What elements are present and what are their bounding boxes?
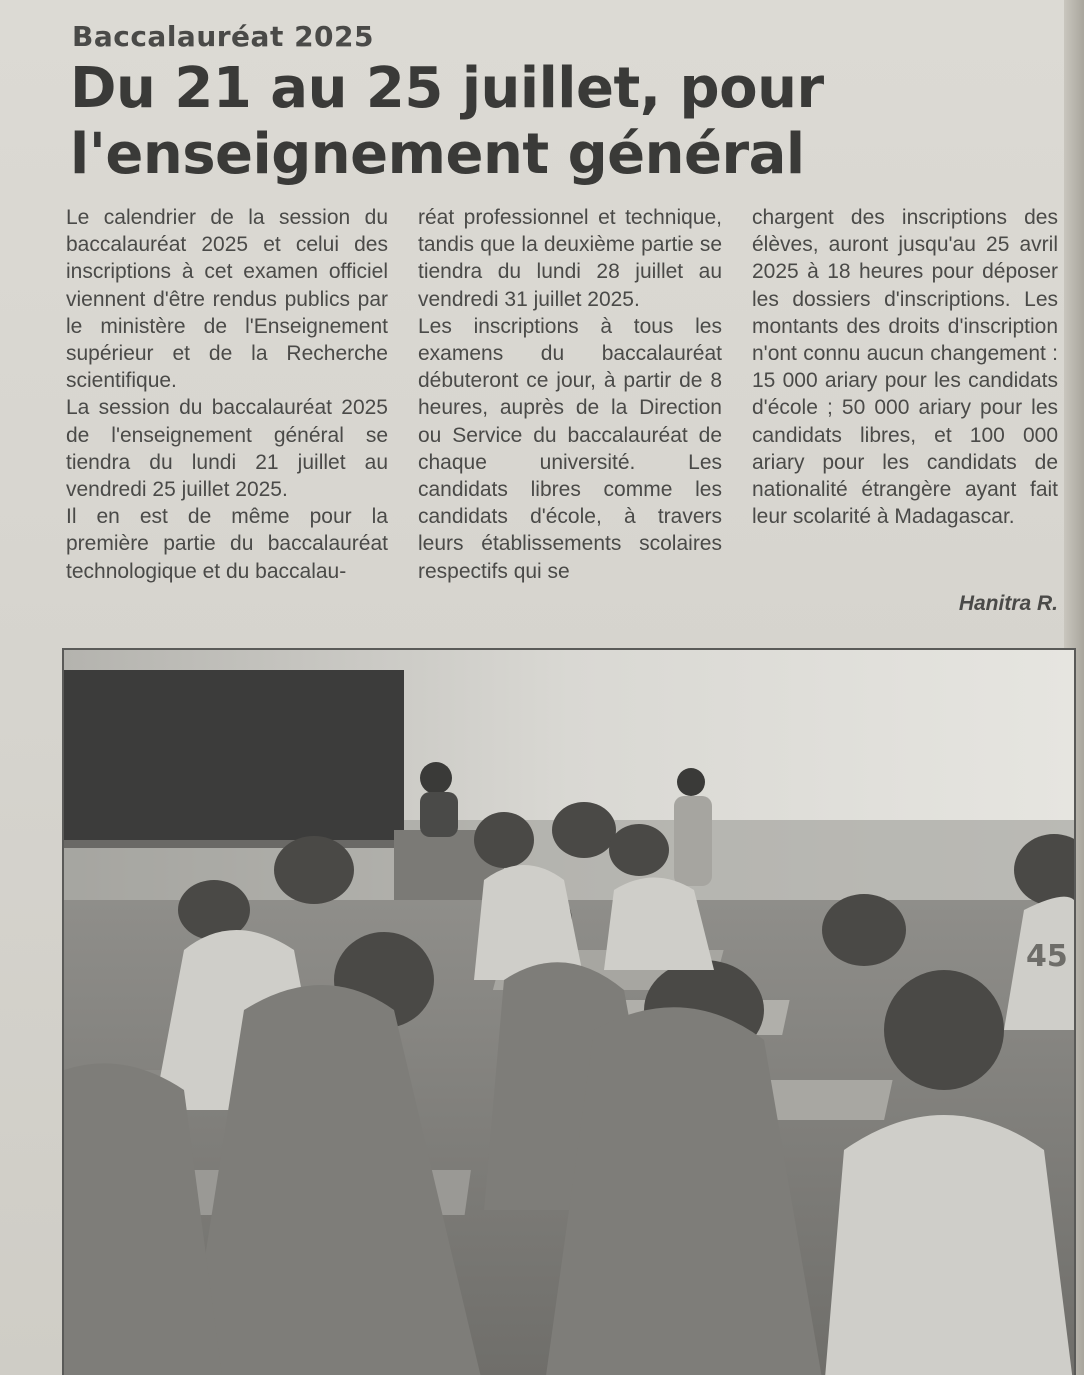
- paragraph-fees: chargent des inscriptions des élèves, auront jusqu'au 25 avril 2025 à 18 heures pour déposer les dossiers d'inscriptions. Les montants des droits d'inscription n'ont connu aucun changement : 15 000 ariary pour les candidats d'école ; 50 000 ariary pour les candidats libres, et 100 000 ariary pour les candidats de nationalité étrangère ayant fait leur scolarité à Madagascar.: [752, 206, 1058, 529]
- text-column-2: [418, 204, 722, 585]
- jersey-number: 45: [1026, 939, 1068, 974]
- paragraph-professional: réat professionnel et technique, tandis que la deuxième partie se tiendra du lundi 28 juillet au vendredi 31 juillet 2025.: [418, 206, 722, 311]
- classroom-photo-illustration: [64, 650, 1074, 1375]
- section-rubric: Baccalauréat 2025: [72, 20, 375, 53]
- text-column-1: [66, 204, 388, 585]
- text-column-3: [752, 204, 1058, 530]
- article-headline: Du 21 au 25 juillet, pour l'enseignement général: [70, 56, 824, 187]
- paragraph-technological: Il en est de même pour la première partie du baccalauréat technologique et du baccalau-: [66, 505, 388, 583]
- paragraph-session-dates: La session du baccalauréat 2025 de l'enseignement général se tiendra du lundi 21 juillet au vendredi 25 juillet 2025.: [66, 396, 388, 502]
- classroom-photo: [62, 648, 1076, 1375]
- paragraph-calendar: Le calendrier de la session du baccalauréat 2025 et celui des inscriptions à cet examen officiel viennent d'être rendus publics par le ministère de l'Enseignement supérieur et de la Recherche scientifique.: [66, 206, 388, 393]
- blackboard: [64, 670, 404, 840]
- author-signature: Hanitra R.: [958, 592, 1058, 615]
- paragraph-registrations: Les inscriptions à tous les examens du baccalauréat débuteront ce jour, à partir de 8 heures, auprès de la Direction ou Service du baccalauréat de chaque université. Les candidats libres comme les candidats d'école, à travers leurs établissements scolaires respectifs qui se: [418, 314, 722, 583]
